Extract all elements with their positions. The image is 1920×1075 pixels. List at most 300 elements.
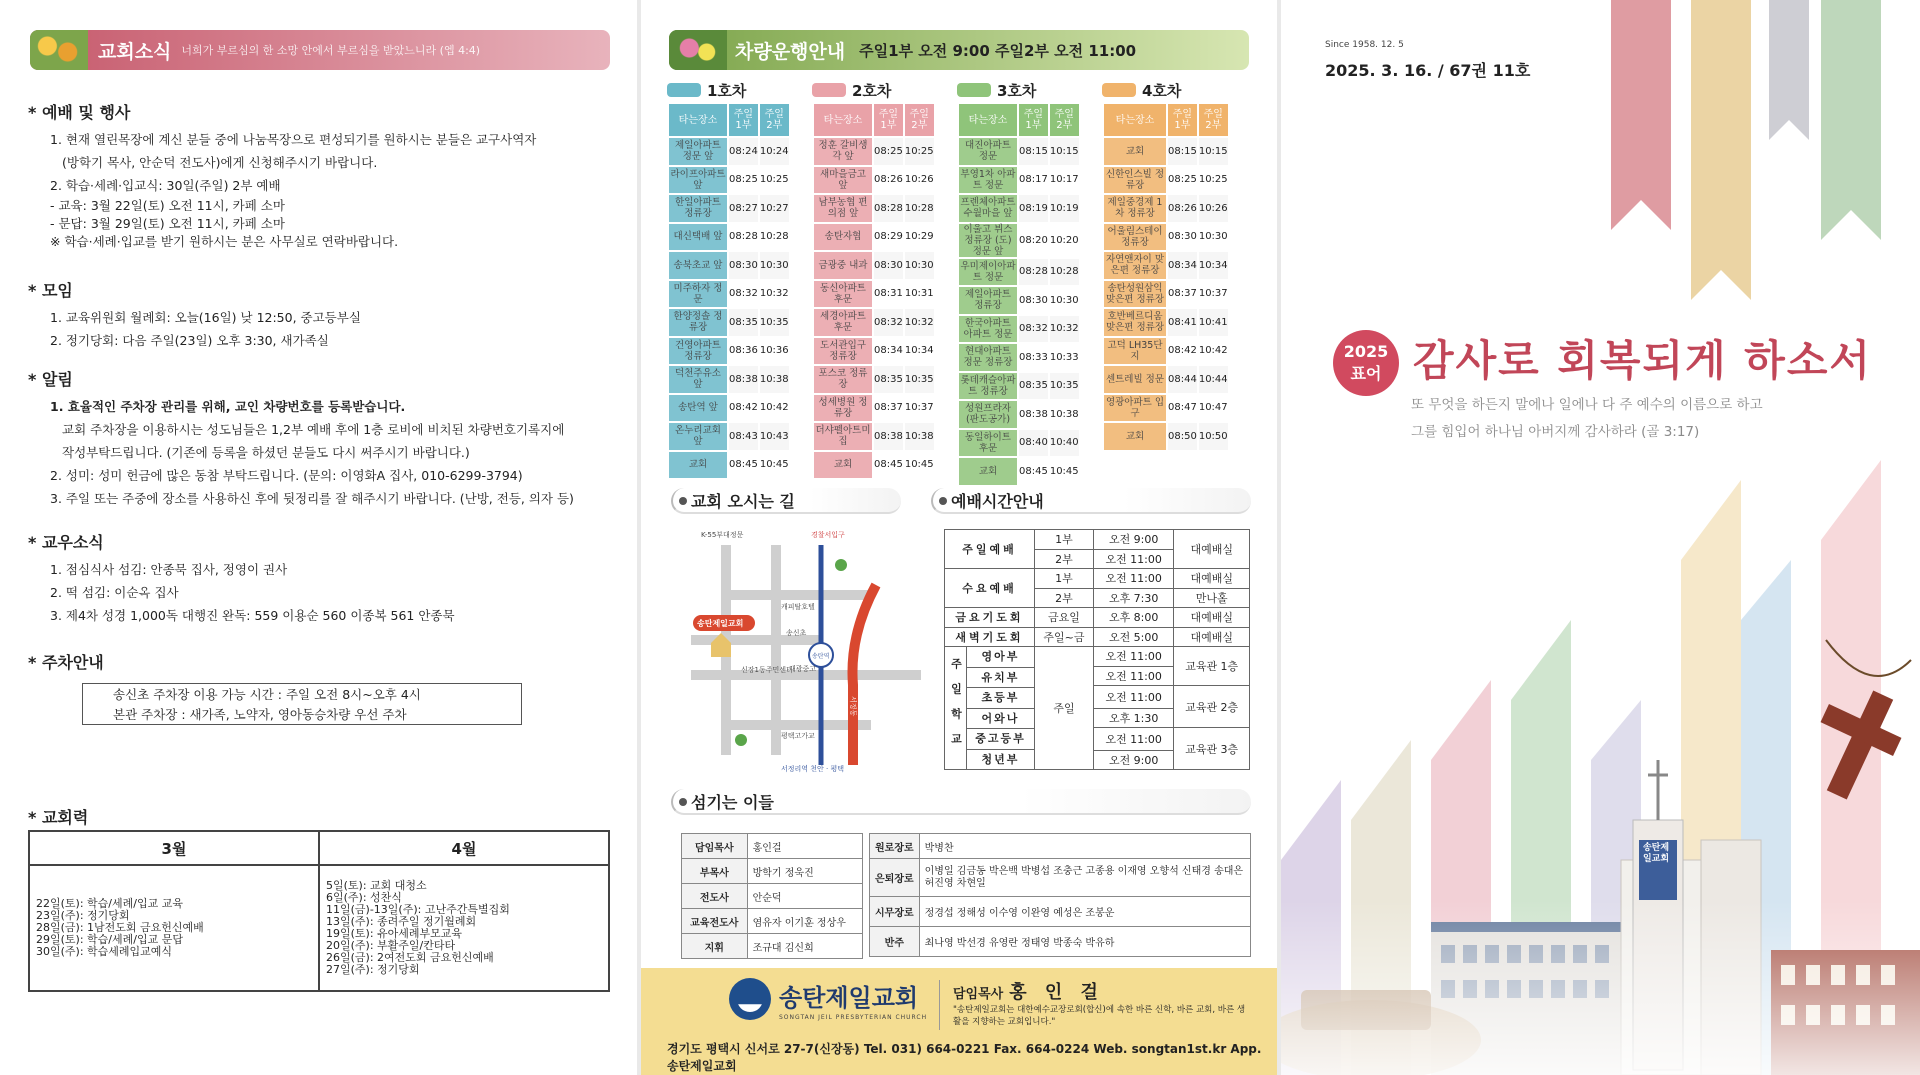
map-label: 신장1동주민센터 (741, 666, 793, 674)
calendar-header: 4월 (319, 831, 609, 865)
news-line: 작성부탁드립니다. (기존에 등록을 하셨던 분들도 다시 써주시기 바랍니다.) (62, 445, 470, 460)
bus-stop-time: 10:36 (760, 338, 789, 365)
bus-stop-row (669, 224, 789, 251)
bus-stop-time: 10:37 (905, 395, 934, 422)
bus-stop-time: 10:30 (1199, 224, 1228, 251)
bus-stop-name: 이울고 뷔스정류장 (도) 정문 앞 (959, 224, 1017, 257)
bus-route-name: 1호차 (707, 81, 747, 100)
bus-column-header: 타는장소 (669, 104, 727, 136)
bus-stop-row (814, 338, 934, 365)
church-address: 경기도 평택시 신서로 27-7(신장동) Tel. 031) 664-0221 Fax. 664-0224 Web. songtan1st.kr App. 송탄제일교회 (667, 1042, 1262, 1073)
bus-stop-time: 10:15 (1199, 138, 1228, 165)
map-label: 송신초 (786, 629, 807, 637)
bus-stop-row (814, 138, 934, 165)
news-line: 3. 제4차 성경 1,000독 대행진 완독: 559 이용순 560 이종복 561 안종묵 (50, 608, 455, 623)
tulip-icon (30, 30, 88, 70)
bus-stop-time: 08:32 (874, 309, 903, 336)
bus-stop-time: 08:30 (729, 252, 758, 279)
bus-stop-time: 10:33 (1050, 344, 1079, 371)
bus-stop-row (959, 401, 1079, 428)
bus-stop-row (814, 395, 934, 422)
bus-stop-row (669, 395, 789, 422)
church-name: 송탄제일교회 (779, 984, 919, 1012)
bus-stop-name: 송탄성원삼익 맞은편 정류장 (1104, 281, 1166, 308)
bus-route (957, 80, 1081, 487)
map-label: 평택고가교 (781, 732, 815, 740)
school-time: 오전 9:00 (1093, 750, 1173, 770)
bus-stop-time: 08:34 (874, 338, 903, 365)
bus-stop-time: 08:38 (874, 423, 903, 450)
school-dept: 초등부 (967, 688, 1034, 709)
bus-stop-row (669, 195, 789, 222)
service-times-table (944, 529, 1250, 770)
bus-column-header: 타는장소 (814, 104, 872, 136)
staff-role: 반주 (870, 927, 920, 957)
bus-stop-row (959, 316, 1079, 343)
building-sign: 송탄제일교회 (1642, 843, 1670, 864)
calendar-entry: 23일(주): 정기당회 (36, 909, 130, 922)
news-line: 1. 효율적인 주차장 관리를 위해, 교인 차량번호를 등록받습니다. (50, 399, 406, 414)
bus-stop-row (959, 138, 1079, 165)
map-label: 경찰서입구 (811, 531, 845, 539)
map-label: 서정동 (849, 696, 857, 717)
bus-stop-time: 10:45 (760, 452, 789, 479)
news-title: 교회소식 (98, 40, 172, 63)
bus-stop-time: 10:35 (905, 366, 934, 393)
bus-stop-time: 08:25 (1168, 167, 1197, 194)
bus-stop-row (669, 338, 789, 365)
bus-stop-row (959, 373, 1079, 400)
bus-stop-row (959, 344, 1079, 371)
bus-stop-time: 10:43 (760, 423, 789, 450)
bus-column-header: 주일 2부 (1199, 104, 1228, 136)
bus-route (667, 80, 791, 480)
bus-icon (667, 83, 701, 97)
bus-stop-time: 10:27 (760, 195, 789, 222)
bus-stop-time: 10:25 (905, 138, 934, 165)
bus-column-header: 주일 1부 (1019, 104, 1048, 136)
bus-stop-time: 10:25 (760, 167, 789, 194)
church-footer (641, 968, 1277, 1075)
bus-stop-name: 한일아파트 정류장 (669, 195, 727, 222)
news-line: - 문답: 3월 29일(토) 오전 11시, 카페 소마 (50, 216, 285, 231)
bus-stop-time: 10:50 (1199, 423, 1228, 450)
bus-route-name: 4호차 (1142, 81, 1182, 100)
calendar-entry: 29일(토): 학습/세례/입교 문답 (36, 933, 183, 946)
bus-stop-name: 현대아파트 정문 정류장 (959, 344, 1017, 371)
school-place: 교육관 2층 (1174, 686, 1250, 728)
bus-stop-time: 10:42 (760, 395, 789, 422)
service-place: 대예배실 (1174, 569, 1250, 589)
service-time: 오전 11:00 (1093, 569, 1173, 589)
bus-stop-name: 미주하자 정문 (669, 281, 727, 308)
bus-stop-row (959, 458, 1079, 485)
bus-icon (812, 83, 846, 97)
bus-stop-time: 10:28 (905, 195, 934, 222)
bus-stop-time: 10:34 (1199, 252, 1228, 279)
service-time: 오후 8:00 (1093, 608, 1173, 628)
service-time: 오후 7:30 (1093, 588, 1173, 608)
bus-stop-row (814, 167, 934, 194)
church-logo-icon (729, 978, 771, 1020)
bus-stop-time: 08:35 (1019, 373, 1048, 400)
bus-stop-row (959, 224, 1079, 257)
bus-stop-time: 10:38 (905, 423, 934, 450)
bus-stop-time: 08:30 (1019, 287, 1048, 314)
bus-stop-row (669, 452, 789, 479)
service-time: 오전 5:00 (1093, 627, 1173, 647)
staff-names: 최나영 박선경 유영란 정태영 박종숙 박유하 (919, 927, 1250, 957)
bus-stop-time: 10:35 (1050, 373, 1079, 400)
bus-stop-name: 교회 (669, 452, 727, 479)
news-verse: 너희가 부르심의 한 소망 안에서 부르심을 받았느니라 (엡 4:4) (181, 44, 481, 57)
bus-stop-time: 08:40 (1019, 430, 1048, 457)
bus-stop-time: 08:42 (1168, 338, 1197, 365)
school-time: 오전 11:00 (1093, 728, 1173, 751)
staff-role: 원로장로 (870, 834, 920, 859)
bus-stop-time: 08:35 (729, 309, 758, 336)
church-map (681, 525, 931, 775)
bus-stop-name: 성원프라자 (판도공가) (959, 401, 1017, 428)
section-heading: * 예배 및 행사 (28, 100, 618, 126)
bus-stop-time: 08:37 (874, 395, 903, 422)
bus-stop-time: 08:30 (874, 252, 903, 279)
bus-stop-row (814, 309, 934, 336)
bus-route-name: 2호차 (852, 81, 892, 100)
bus-stop-row (669, 167, 789, 194)
bus-stop-row (1104, 252, 1228, 279)
school-place: 교육관 1층 (1174, 647, 1250, 686)
staff-role: 은퇴장로 (870, 859, 920, 897)
bus-stop-time: 10:45 (905, 452, 934, 479)
service-place: 대예배실 (1174, 530, 1250, 569)
bus-stop-time: 08:27 (729, 195, 758, 222)
bus-stop-name: 더샤펠아트미집 (814, 423, 872, 450)
calendar-entry: 22일(토): 학습/세례/입교 교육 (36, 897, 183, 910)
calendar-entry: 26일(금): 2여전도회 금요헌신예배 (326, 951, 494, 964)
bus-stop-time: 08:45 (729, 452, 758, 479)
year-motto-badge: 2025 표어 (1333, 330, 1399, 396)
bus-stop-time: 10:32 (760, 281, 789, 308)
bus-stop-name: 성세병원 정류장 (814, 395, 872, 422)
bus-column-header: 타는장소 (959, 104, 1017, 136)
section-heading: * 알림 (28, 367, 618, 393)
issue-number: 2025. 3. 16. / 67권 11호 (1325, 61, 1531, 80)
bus-stop-time: 08:35 (874, 366, 903, 393)
bus-stop-name: 세경아파트 후문 (814, 309, 872, 336)
church-description: "송탄제일교회는 대한예수교장로회(합신)에 속한 바른 신학, 바른 교회, 바른 생활을 지향하는 교회입니다." (953, 1005, 1246, 1027)
tree-icon (835, 559, 847, 571)
bus-stop-time: 10:41 (1199, 309, 1228, 336)
bus-stop-time: 10:19 (1050, 195, 1079, 222)
bus-stop-name: 교회 (814, 452, 872, 479)
bus-route (812, 80, 936, 480)
bus-stop-row (1104, 224, 1228, 251)
bus-stop-name: 동신아파트 후문 (814, 281, 872, 308)
bus-stop-time: 10:30 (905, 252, 934, 279)
staff-names: 정경섭 정해성 이수영 이완영 예성은 조봉운 (919, 897, 1250, 927)
bus-stop-row (1104, 138, 1228, 165)
bus-table (957, 102, 1081, 487)
staff-names: 안순덕 (747, 884, 862, 909)
map-label: 송탄역 (812, 653, 830, 660)
news-banner (30, 30, 610, 70)
directions-title: 교회 오시는 길 (671, 488, 901, 514)
service-title: 예배시간안내 (931, 488, 1251, 514)
staff-role: 전도사 (682, 884, 748, 909)
bus-title: 차량운행안내 (735, 40, 846, 63)
bus-stop-name: 송탄역 앞 (669, 395, 727, 422)
bus-stop-row (814, 224, 934, 251)
bus-stop-name: 건영아파트 정류장 (669, 338, 727, 365)
calendar-entry: 19일(토): 유아세례부모교육 (326, 927, 463, 940)
bus-stop-row (1104, 395, 1228, 422)
map-label: 대광중고 (789, 665, 817, 673)
cover-artwork (1281, 0, 1920, 1075)
bus-stop-time: 10:45 (1050, 458, 1079, 485)
bus-stop-time: 08:44 (1168, 366, 1197, 393)
bus-stop-time: 08:19 (1019, 195, 1048, 222)
bus-stop-time: 10:30 (1050, 287, 1079, 314)
calendar-entry: 5일(토): 교회 대청소 (326, 879, 427, 892)
school-dept: 어와나 (967, 709, 1034, 730)
bus-stop-time: 10:30 (760, 252, 789, 279)
news-line: (방학기 목사, 안순덕 전도사)에게 신청해주시기 바랍니다. (62, 155, 378, 170)
bus-stop-time: 10:20 (1050, 224, 1079, 257)
bus-stop-time: 10:32 (1050, 316, 1079, 343)
staff-names: 홍인걸 (747, 834, 862, 859)
bus-stop-name: 프렌체아파트 수월마을 앞 (959, 195, 1017, 222)
calendar-entry: 27일(주): 정기당회 (326, 963, 420, 976)
calendar-entry: 28일(금): 1남전도회 금요헌신예배 (36, 921, 204, 934)
staff-names: 방학기 정욱진 (747, 859, 862, 884)
service-part: 1부 (1035, 530, 1094, 550)
bus-subtitle: 주일1부 오전 9:00 주일2부 오전 11:00 (859, 41, 1137, 60)
bus-stop-time: 08:36 (729, 338, 758, 365)
news-line: 2. 성미: 성미 헌금에 많은 동참 부탁드립니다. (문의: 이영화A 집사, 010-6299-3794) (50, 468, 523, 483)
school-dept: 영아부 (967, 647, 1034, 668)
calendar-entry: 13일(주): 종려주일 정기월례회 (326, 915, 477, 928)
bus-stop-row (669, 366, 789, 393)
service-place: 만나홀 (1174, 588, 1250, 608)
staff-names: 염유자 이기훈 정상우 (747, 909, 862, 934)
bus-table (667, 102, 791, 480)
news-line: 1. 교육위원회 월례회: 오늘(16일) 낮 12:50, 중고등부실 (50, 310, 361, 325)
bus-stop-name: 남부농협 편의점 앞 (814, 195, 872, 222)
bus-stop-name: 송탄자협 (814, 224, 872, 251)
calendar-header: 3월 (29, 831, 319, 865)
bus-stop-row (669, 309, 789, 336)
bus-stop-time: 08:32 (729, 281, 758, 308)
bus-stop-row (1104, 423, 1228, 450)
school-time: 오후 1:30 (1093, 708, 1173, 728)
bus-stop-row (959, 195, 1079, 222)
bus-stop-time: 08:25 (729, 167, 758, 194)
bus-stop-time: 08:42 (729, 395, 758, 422)
bus-stop-row (814, 252, 934, 279)
bus-stop-name: 고덕 LH35단지 (1104, 338, 1166, 365)
bus-stop-name: 정훈 갈비생각 앞 (814, 138, 872, 165)
staff-role: 담임목사 (682, 834, 748, 859)
bus-icon (957, 83, 991, 97)
service-part: 주일~금 (1035, 627, 1094, 647)
calendar-april (319, 865, 609, 991)
bus-banner (669, 30, 1249, 70)
bus-stop-time: 10:38 (1050, 401, 1079, 428)
bus-stop-name: 금광중 내과 (814, 252, 872, 279)
service-name: 금요기도회 (945, 608, 1035, 628)
bus-stop-time: 08:26 (1168, 195, 1197, 222)
section-heading: * 교우소식 (28, 530, 618, 556)
bus-stop-row (959, 259, 1079, 286)
bus-stop-time: 08:24 (729, 138, 758, 165)
staff-role: 교육전도사 (682, 909, 748, 934)
staff-role: 지휘 (682, 934, 748, 959)
bus-stop-time: 10:26 (1199, 195, 1228, 222)
bus-stop-row (669, 281, 789, 308)
school-dept: 청년부 (981, 752, 1020, 766)
bus-icon (1102, 83, 1136, 97)
service-time: 오전 9:00 (1093, 530, 1173, 550)
tree-icon (735, 734, 747, 746)
service-time: 오전 11:00 (1093, 549, 1173, 569)
bus-stop-name: 라이프아파트 앞 (669, 167, 727, 194)
bus-stop-name: 교회 (959, 458, 1017, 485)
bus-stop-name: 신한인스빌 정류장 (1104, 167, 1166, 194)
bus-stop-name: 한양정솔 정류장 (669, 309, 727, 336)
bus-stop-name: 대신택배 앞 (669, 224, 727, 251)
bus-stop-time: 10:28 (1050, 259, 1079, 286)
bus-stop-name: 도서관입구 정류장 (814, 338, 872, 365)
sunday-school-label: 주일학교 (945, 647, 967, 769)
calendar-entry: 30일(주): 학습세례입교예식 (36, 945, 173, 958)
bus-stop-time: 08:43 (729, 423, 758, 450)
bus-table (812, 102, 936, 480)
service-part: 2부 (1035, 588, 1094, 608)
section-meetings (28, 278, 618, 352)
map-label: 캐피탈호텔 (781, 603, 815, 611)
bus-stop-time: 08:28 (874, 195, 903, 222)
parking-line: 송신초 주차장 이용 가능 시간 : 주일 오전 8시~오후 4시 (113, 687, 421, 702)
bus-stop-name: 어울림스테이 정류장 (1104, 224, 1166, 251)
staff-names: 조규대 김신희 (747, 934, 862, 959)
staff-title: 섬기는 이들 (671, 789, 1251, 815)
staff-names: 박병찬 (919, 834, 1250, 859)
bus-stop-time: 10:26 (905, 167, 934, 194)
bus-stop-time: 08:26 (874, 167, 903, 194)
bus-stop-name: 영광아파트 입구 (1104, 395, 1166, 422)
bus-stop-name: 송북초교 앞 (669, 252, 727, 279)
bus-stop-name: 제일중경제 1차 정류장 (1104, 195, 1166, 222)
bus-route-name: 3호차 (997, 81, 1037, 100)
church-calendar (28, 830, 610, 992)
news-panel (0, 0, 637, 1075)
section-parking (28, 650, 618, 678)
bus-stop-time: 08:15 (1019, 138, 1048, 165)
section-worship (28, 100, 618, 251)
bus-stop-time: 10:15 (1050, 138, 1079, 165)
news-line: 3. 주일 또는 주중에 장소를 사용하신 후에 뒷정리를 잘 해주시기 바랍니다. (난방, 전등, 의자 등) (50, 491, 574, 506)
bus-stop-time: 08:32 (1019, 316, 1048, 343)
sunday-school-cell (945, 647, 1035, 770)
staff-block (681, 833, 1251, 959)
bus-stop-time: 10:32 (905, 309, 934, 336)
bus-stop-time: 10:31 (905, 281, 934, 308)
calendar-title: * 교회력 (28, 805, 88, 828)
bus-stop-time: 08:41 (1168, 309, 1197, 336)
bus-stop-time: 08:47 (1168, 395, 1197, 422)
bus-column-header: 주일 1부 (874, 104, 903, 136)
bus-column-header: 타는장소 (1104, 104, 1166, 136)
bus-stop-row (814, 195, 934, 222)
school-time: 오전 11:00 (1093, 666, 1173, 686)
bus-stop-time: 08:34 (1168, 252, 1197, 279)
bus-stop-name: 온누리교회 앞 (669, 423, 727, 450)
bus-stop-row (814, 423, 934, 450)
bus-stop-time: 10:17 (1050, 167, 1079, 194)
school-time: 오전 11:00 (1093, 686, 1173, 709)
bus-stop-name: 대진아파트 정문 (959, 138, 1017, 165)
bus-stop-time: 10:29 (905, 224, 934, 251)
map-label: 송탄제일교회 (697, 619, 744, 628)
service-place: 대예배실 (1174, 627, 1250, 647)
bus-stop-name: 제일아파트 정문 앞 (669, 138, 727, 165)
bus-stop-time: 08:30 (1168, 224, 1197, 251)
news-line: 1. 현재 열린목장에 계신 분들 중에 나눔목장으로 편성되기를 원하시는 분들은 교구사역자 (50, 132, 537, 147)
service-place: 대예배실 (1174, 608, 1250, 628)
school-dept: 중고등부 (967, 729, 1034, 750)
news-line: ※ 학습·세례·입교를 받기 원하시는 분은 사무실로 연락바랍니다. (50, 234, 399, 249)
bus-stop-row (814, 366, 934, 393)
parking-box (82, 683, 522, 725)
news-line: 교회 주차장을 이용하시는 성도님들은 1,2부 예배 후에 1층 로비에 비치된 차량번호기록지에 (62, 422, 565, 437)
news-line: - 교육: 3월 22일(토) 오전 11시, 카페 소마 (50, 198, 285, 213)
news-line: 1. 점심식사 섬김: 안종묵 집사, 정영이 권사 (50, 562, 288, 577)
service-part: 1부 (1035, 569, 1094, 589)
bus-stop-name: 포스코 정류장 (814, 366, 872, 393)
bus-column-header: 주일 1부 (1168, 104, 1197, 136)
flower-icon (669, 30, 727, 70)
bus-stop-time: 08:17 (1019, 167, 1048, 194)
bus-stop-time: 10:40 (1050, 430, 1079, 457)
bus-column-header: 주일 2부 (760, 104, 789, 136)
bus-stop-time: 10:28 (760, 224, 789, 251)
bus-stop-name: 우미제이아파트 정문 (959, 259, 1017, 286)
parking-line: 본관 주차장 : 새가족, 노약자, 영아동승차량 우선 주차 (113, 707, 407, 722)
bus-stop-time: 08:37 (1168, 281, 1197, 308)
bus-stop-time: 10:25 (1199, 167, 1228, 194)
service-name: 수요예배 (945, 569, 1035, 608)
bus-stop-row (1104, 281, 1228, 308)
school-day: 주일 (1035, 647, 1094, 770)
staff-role: 부목사 (682, 859, 748, 884)
bus-stop-row (669, 138, 789, 165)
bus-stop-name: 호반베르디움 맞은편 정류장 (1104, 309, 1166, 336)
bus-column-header: 주일 2부 (1050, 104, 1079, 136)
calendar-entry: 11일(금)-13일(주): 고난주간특별집회 (326, 903, 510, 916)
church-name-en: SONGTAN JEIL PRESBYTERIAN CHURCH (779, 1014, 928, 1021)
bus-stop-row (1104, 195, 1228, 222)
bus-stop-time: 10:44 (1199, 366, 1228, 393)
staff-role: 시무장로 (870, 897, 920, 927)
bus-stop-row (814, 452, 934, 479)
bus-stop-time: 08:28 (729, 224, 758, 251)
bus-stop-row (959, 167, 1079, 194)
bus-stop-name: 제일아파트 정류장 (959, 287, 1017, 314)
staff-left-table (681, 833, 863, 959)
bus-stop-time: 08:29 (874, 224, 903, 251)
bus-stop-time: 10:24 (760, 138, 789, 165)
